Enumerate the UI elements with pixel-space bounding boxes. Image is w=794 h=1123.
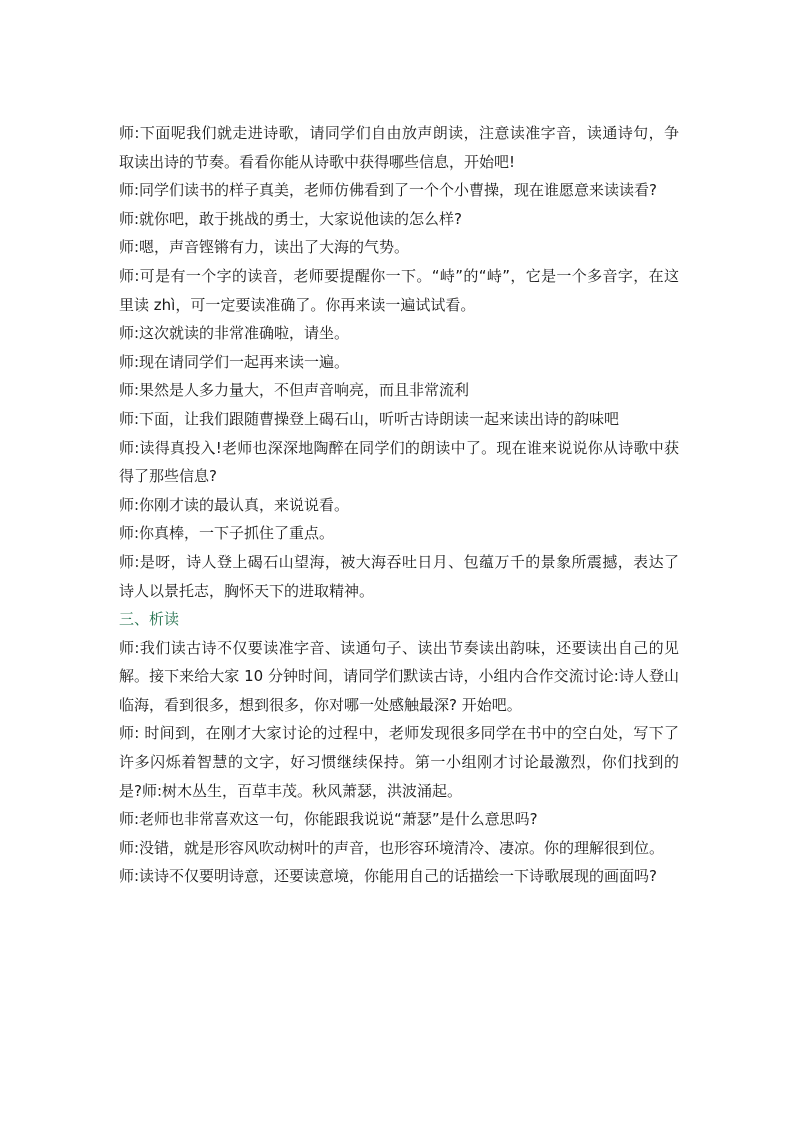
dialogue-paragraph: 师:老师也非常喜欢这一句，你能跟我说说“萧瑟”是什么意思吗? (119, 810, 538, 829)
dialogue-paragraph: 师:下面，让我们跟随曹操登上碣石山，听听古诗朗读一起来读出诗的韵味吧 (119, 409, 620, 428)
dialogue-paragraph: 师:读得真投入!老师也深深地陶醉在同学们的朗读中了。现在谁来说说你从诗歌中获得了那些信息? (119, 438, 679, 486)
dialogue-paragraph: 师:嗯，声音铿锵有力，读出了大海的气势。 (119, 238, 410, 257)
dialogue-paragraph: 师:我们读古诗不仅要读准字音、读通句子、读出节奏读出韵味，还要读出自己的见解。接下来给大家 10 分钟时间，请同学们默读古诗，小组内合作交流讨论:诗人登山临海，看到很多，想到很多，你对哪一处感触最深? 开始吧。 (119, 638, 679, 714)
section-heading: 三、析读 (119, 610, 180, 629)
dialogue-paragraph: 师:就你吧，敢于挑战的勇士，大家说他读的怎么样? (119, 209, 463, 228)
dialogue-paragraph: 师:你刚才读的最认真，来说说看。 (119, 495, 350, 514)
dialogue-paragraph: 师:可是有一个字的读音，老师要提醒你一下。“峙”的“峙”，它是一个多音字，在这里读 zhì，可一定要读准确了。你再来读一遍试试看。 (119, 266, 679, 314)
dialogue-paragraph: 师:读诗不仅要明诗意，还要读意境，你能用自己的话描绘一下诗歌展现的画面吗? (119, 867, 658, 886)
dialogue-paragraph: 师:同学们读书的样子真美，老师仿佛看到了一个个小曹操，现在谁愿意来读读看? (119, 181, 658, 200)
dialogue-paragraph: 师:没错，就是形容风吹动树叶的声音，也形容环境清冷、凄凉。你的理解很到位。 (119, 838, 665, 857)
dialogue-paragraph: 师:你真棒，一下子抓住了重点。 (119, 524, 335, 543)
dialogue-paragraph: 师:这次就读的非常准确啦，请坐。 (119, 324, 350, 343)
dialogue-paragraph: 师:下面呢我们就走进诗歌，请同学们自由放声朗读，注意读准字音，读通诗句，争取读出诗的节奏。看看你能从诗歌中获得哪些信息，开始吧! (119, 124, 679, 171)
dialogue-paragraph: 师:是呀，诗人登上碣石山望海，被大海吞吐日月、包蕴万千的景象所震撼，表达了诗人以景托志，胸怀天下的进取精神。 (119, 552, 679, 600)
dialogue-paragraph: 师:现在请同学们一起再来读一遍。 (119, 352, 350, 371)
document-body (119, 119, 679, 891)
dialogue-paragraph: 师:果然是人多力量大，不但声音响亮，而且非常流利 (119, 381, 470, 400)
dialogue-paragraph: 师: 时间到，在刚才大家讨论的过程中，老师发现很多同学在书中的空白处，写下了许多闪烁着智慧的文字，好习惯继续保持。第一小组刚才讨论最激烈，你们找到的是?师:树木丛生，百草丰茂。秋风萧瑟，洪波涌起。 (119, 724, 679, 800)
